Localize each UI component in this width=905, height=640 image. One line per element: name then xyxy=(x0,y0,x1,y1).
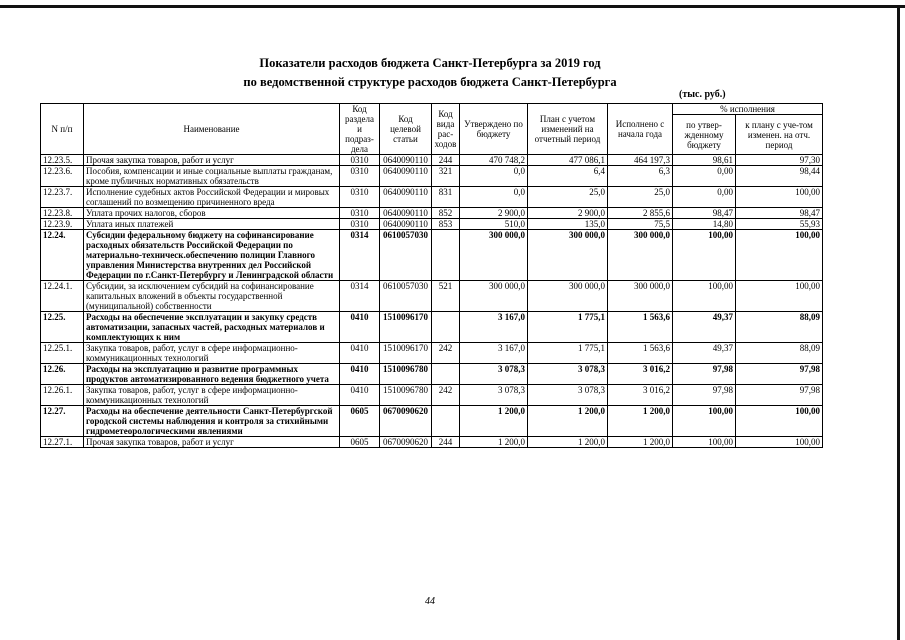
header-name: Наименование xyxy=(84,104,340,155)
table-body xyxy=(41,155,823,448)
row-section-code: 0310 xyxy=(340,208,380,219)
row-plan: 1 775,1 xyxy=(528,343,608,364)
header-percent-group: % исполнения xyxy=(673,104,823,115)
row-section-code: 0605 xyxy=(340,406,380,437)
row-pct-plan: 100,00 xyxy=(736,406,823,437)
row-target-code: 0640090110 xyxy=(380,208,432,219)
header-executed: Исполнено с начала года xyxy=(608,104,673,155)
table-row xyxy=(41,385,823,406)
row-target-code: 0670090620 xyxy=(380,406,432,437)
row-target-code: 1510096780 xyxy=(380,364,432,385)
header-type: Код вида рас-ходов xyxy=(432,104,460,155)
row-pct-approved: 49,37 xyxy=(673,312,736,343)
row-number: 12.23.5. xyxy=(41,155,84,166)
frame-top-border xyxy=(0,5,905,8)
row-approved: 0,0 xyxy=(460,166,528,187)
row-name: Исполнение судебных актов Российской Федерации и мировых соглашений по возмещению причиненного вреда xyxy=(84,187,340,208)
row-name: Закупка товаров, работ, услуг в сфере информационно-коммуникационных технологий xyxy=(84,343,340,364)
row-name: Расходы на обеспечение деятельности Санкт-Петербургской городской системы наблюдения и контроля за стихийными гидрометеорологическими явлениями xyxy=(84,406,340,437)
row-executed: 1 563,6 xyxy=(608,343,673,364)
row-executed: 3 016,2 xyxy=(608,364,673,385)
row-executed: 300 000,0 xyxy=(608,281,673,312)
row-plan: 300 000,0 xyxy=(528,230,608,281)
header-section: Код раздела и подраз-дела xyxy=(340,104,380,155)
row-pct-approved: 49,37 xyxy=(673,343,736,364)
row-pct-plan: 98,47 xyxy=(736,208,823,219)
title-line-2: по ведомственной структуре расходов бюджета Санкт-Петербурга xyxy=(243,75,617,89)
row-name: Прочая закупка товаров, работ и услуг xyxy=(84,155,340,166)
row-type-code xyxy=(432,364,460,385)
row-plan: 1 775,1 xyxy=(528,312,608,343)
row-pct-approved: 98,61 xyxy=(673,155,736,166)
row-pct-approved: 97,98 xyxy=(673,385,736,406)
row-type-code: 853 xyxy=(432,219,460,230)
row-approved: 1 200,0 xyxy=(460,437,528,448)
row-approved: 300 000,0 xyxy=(460,230,528,281)
row-section-code: 0314 xyxy=(340,281,380,312)
row-executed: 464 197,3 xyxy=(608,155,673,166)
row-approved: 470 748,2 xyxy=(460,155,528,166)
row-section-code: 0314 xyxy=(340,230,380,281)
row-plan: 3 078,3 xyxy=(528,364,608,385)
row-name: Прочая закупка товаров, работ и услуг xyxy=(84,437,340,448)
row-target-code: 0610057030 xyxy=(380,281,432,312)
row-section-code: 0310 xyxy=(340,155,380,166)
row-section-code: 0410 xyxy=(340,343,380,364)
row-pct-approved: 98,47 xyxy=(673,208,736,219)
table-row xyxy=(41,230,823,281)
row-target-code: 0670090620 xyxy=(380,437,432,448)
row-number: 12.24. xyxy=(41,230,84,281)
row-plan: 1 200,0 xyxy=(528,437,608,448)
row-executed: 6,3 xyxy=(608,166,673,187)
header-pct-plan: к плану с уче-том изменен. на отч. период xyxy=(736,115,823,155)
row-pct-plan: 100,00 xyxy=(736,187,823,208)
row-target-code: 1510096780 xyxy=(380,385,432,406)
row-executed: 75,5 xyxy=(608,219,673,230)
row-type-code: 242 xyxy=(432,343,460,364)
row-name: Субсидии, за исключением субсидий на софинансирование капитальных вложений в объекты государственной (муниципальной) собственности xyxy=(84,281,340,312)
row-number: 12.27.1. xyxy=(41,437,84,448)
row-name: Расходы на эксплуатацию и развитие программных продуктов автоматизированного ведения бюджетного учета xyxy=(84,364,340,385)
row-plan: 2 900,0 xyxy=(528,208,608,219)
row-number: 12.25. xyxy=(41,312,84,343)
row-section-code: 0410 xyxy=(340,385,380,406)
row-number: 12.25.1. xyxy=(41,343,84,364)
table-row xyxy=(41,155,823,166)
row-pct-approved: 14,80 xyxy=(673,219,736,230)
row-plan: 135,0 xyxy=(528,219,608,230)
row-number: 12.23.7. xyxy=(41,187,84,208)
row-section-code: 0410 xyxy=(340,312,380,343)
table-row xyxy=(41,312,823,343)
row-name: Пособия, компенсации и иные социальные выплаты гражданам, кроме публичных нормативных обязательств xyxy=(84,166,340,187)
row-section-code: 0310 xyxy=(340,219,380,230)
document-title xyxy=(0,54,860,92)
row-plan: 477 086,1 xyxy=(528,155,608,166)
frame-right-border xyxy=(897,5,900,640)
title-line-1: Показатели расходов бюджета Санкт-Петербурга за 2019 год xyxy=(259,56,601,70)
row-target-code: 0640090110 xyxy=(380,166,432,187)
row-name: Уплата прочих налогов, сборов xyxy=(84,208,340,219)
row-approved: 0,0 xyxy=(460,187,528,208)
row-pct-plan: 100,00 xyxy=(736,230,823,281)
row-pct-approved: 100,00 xyxy=(673,406,736,437)
row-pct-approved: 97,98 xyxy=(673,364,736,385)
row-executed: 3 016,2 xyxy=(608,385,673,406)
row-pct-plan: 97,98 xyxy=(736,364,823,385)
row-type-code: 521 xyxy=(432,281,460,312)
row-name: Закупка товаров, работ, услуг в сфере информационно-коммуникационных технологий xyxy=(84,385,340,406)
row-plan: 25,0 xyxy=(528,187,608,208)
table-row xyxy=(41,187,823,208)
row-section-code: 0605 xyxy=(340,437,380,448)
row-type-code: 321 xyxy=(432,166,460,187)
row-executed: 1 200,0 xyxy=(608,406,673,437)
header-target: Код целевой статьи xyxy=(380,104,432,155)
row-type-code: 244 xyxy=(432,155,460,166)
row-type-code xyxy=(432,230,460,281)
row-name: Субсидии федеральному бюджету на софинансирование расходных обязательств Российской Федерации по материально-техническ.обеспечению полиции Главного управления Министерства внутренних дел Российской Федерации по г.Санкт-Петербургу и Ленинградской области xyxy=(84,230,340,281)
row-pct-plan: 88,09 xyxy=(736,312,823,343)
row-number: 12.23.8. xyxy=(41,208,84,219)
row-approved: 3 078,3 xyxy=(460,364,528,385)
row-name: Уплата иных платежей xyxy=(84,219,340,230)
row-target-code: 0610057030 xyxy=(380,230,432,281)
row-pct-plan: 100,00 xyxy=(736,437,823,448)
row-pct-plan: 97,30 xyxy=(736,155,823,166)
table-row xyxy=(41,437,823,448)
row-section-code: 0410 xyxy=(340,364,380,385)
row-type-code: 852 xyxy=(432,208,460,219)
row-target-code: 1510096170 xyxy=(380,343,432,364)
header-plan: План с учетом изменений на отчетный период xyxy=(528,104,608,155)
row-type-code xyxy=(432,312,460,343)
row-pct-plan: 98,44 xyxy=(736,166,823,187)
row-pct-plan: 100,00 xyxy=(736,281,823,312)
row-target-code: 0640090110 xyxy=(380,155,432,166)
row-approved: 3 167,0 xyxy=(460,343,528,364)
row-pct-approved: 0,00 xyxy=(673,187,736,208)
row-type-code: 242 xyxy=(432,385,460,406)
row-pct-approved: 0,00 xyxy=(673,166,736,187)
row-target-code: 1510096170 xyxy=(380,312,432,343)
row-plan: 3 078,3 xyxy=(528,385,608,406)
row-approved: 1 200,0 xyxy=(460,406,528,437)
row-approved: 2 900,0 xyxy=(460,208,528,219)
row-executed: 2 855,6 xyxy=(608,208,673,219)
table-row xyxy=(41,281,823,312)
row-number: 12.24.1. xyxy=(41,281,84,312)
row-approved: 3 078,3 xyxy=(460,385,528,406)
table-row xyxy=(41,406,823,437)
row-type-code: 831 xyxy=(432,187,460,208)
table-row xyxy=(41,343,823,364)
row-pct-plan: 55,93 xyxy=(736,219,823,230)
row-plan: 300 000,0 xyxy=(528,281,608,312)
row-number: 12.26.1. xyxy=(41,385,84,406)
row-number: 12.26. xyxy=(41,364,84,385)
row-number: 12.23.6. xyxy=(41,166,84,187)
header-pct-approved: по утвер-жденному бюджету xyxy=(673,115,736,155)
row-pct-plan: 88,09 xyxy=(736,343,823,364)
row-pct-plan: 97,98 xyxy=(736,385,823,406)
row-number: 12.27. xyxy=(41,406,84,437)
row-pct-approved: 100,00 xyxy=(673,437,736,448)
row-executed: 300 000,0 xyxy=(608,230,673,281)
table-row xyxy=(41,166,823,187)
row-approved: 300 000,0 xyxy=(460,281,528,312)
row-executed: 25,0 xyxy=(608,187,673,208)
row-approved: 510,0 xyxy=(460,219,528,230)
row-plan: 1 200,0 xyxy=(528,406,608,437)
row-executed: 1 200,0 xyxy=(608,437,673,448)
row-section-code: 0310 xyxy=(340,187,380,208)
header-num: N п/п xyxy=(41,104,84,155)
row-name: Расходы на обеспечение эксплуатации и закупку средств автоматизации, запасных частей, расходных материалов и комплектующих к ним xyxy=(84,312,340,343)
row-plan: 6,4 xyxy=(528,166,608,187)
expenditure-table xyxy=(40,103,823,448)
row-target-code: 0640090110 xyxy=(380,219,432,230)
table-row xyxy=(41,364,823,385)
row-approved: 3 167,0 xyxy=(460,312,528,343)
row-type-code: 244 xyxy=(432,437,460,448)
table-row xyxy=(41,208,823,219)
row-type-code xyxy=(432,406,460,437)
row-number: 12.23.9. xyxy=(41,219,84,230)
row-executed: 1 563,6 xyxy=(608,312,673,343)
row-pct-approved: 100,00 xyxy=(673,281,736,312)
row-target-code: 0640090110 xyxy=(380,187,432,208)
header-approved: Утверждено по бюджету xyxy=(460,104,528,155)
unit-label: (тыс. руб.) xyxy=(679,89,726,100)
page-number: 44 xyxy=(425,596,435,607)
row-section-code: 0310 xyxy=(340,166,380,187)
row-pct-approved: 100,00 xyxy=(673,230,736,281)
table-row xyxy=(41,219,823,230)
